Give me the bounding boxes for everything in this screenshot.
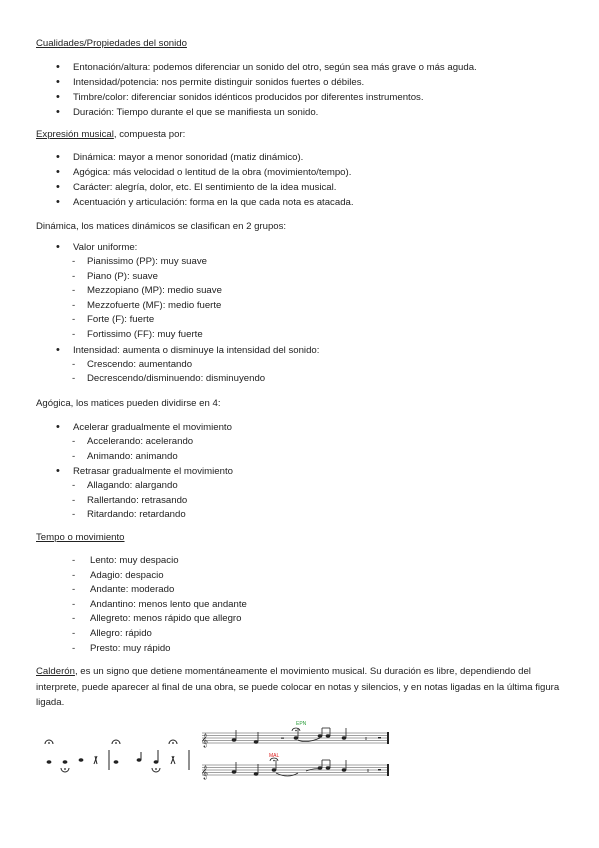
calderon-term: Calderón: [36, 666, 75, 677]
dash-marker: -: [72, 285, 76, 297]
clef-top: 𝄞: [201, 733, 209, 747]
sublist-item: - Ritardando: retardando: [56, 508, 233, 523]
list-item: • Timbre/color: diferenciar sonidos idénticos producidos por diferentes instrumentos.: [56, 90, 477, 105]
list-tempo: [72, 554, 247, 656]
list-item: - Allegro: rápido: [72, 627, 247, 642]
list-item: • Entonación/altura: podemos diferenciar un sonido del otro, según sea más grave o más aguda.: [56, 60, 477, 75]
sublist: [56, 479, 233, 523]
dash-marker: -: [72, 436, 76, 447]
sublist-item: - Rallertando: retrasando: [56, 494, 233, 509]
list-item-group: [56, 420, 233, 464]
dash-marker: -: [72, 373, 76, 385]
sublist-item: - Animando: animando: [56, 450, 233, 465]
dash-marker: -: [72, 569, 76, 581]
dash-marker: -: [72, 584, 76, 596]
list-sonido: [56, 60, 477, 120]
sublist-item: - Accelerando: acelerando: [56, 435, 233, 450]
list-item: - Allegreto: menos rápido que allegro: [72, 612, 247, 627]
list-item-group: [56, 343, 319, 387]
list-item-group: [56, 240, 319, 343]
dash-marker: -: [72, 509, 76, 521]
dash-marker: -: [72, 450, 76, 462]
list-item: • Intensidad/potencia: nos permite distinguir sonidos fuertes o débiles.: [56, 75, 477, 90]
sublist-item: - Fortissimo (FF): muy fuerte: [56, 328, 319, 343]
dash-marker: -: [72, 328, 76, 340]
list-item: - Lento: muy despacio: [72, 554, 247, 569]
group-label: Retrasar gradualmente el movimiento: [73, 466, 233, 478]
group-label: Intensidad: aumenta o disminuye la intensidad del sonido:: [73, 344, 320, 356]
dash-marker: -: [72, 613, 76, 625]
clef-bottom: 𝄞: [201, 765, 209, 779]
section-title-expresion: [36, 129, 185, 140]
sublist-item: - Decrescendo/disminuendo: disminuyendo: [56, 372, 319, 387]
sublist-item: - Crescendo: aumentando: [56, 358, 319, 373]
label-green: EPN: [296, 721, 307, 727]
sublist: [56, 358, 319, 387]
staff-examples-image: [198, 718, 394, 780]
sublist-item: - Piano (P): suave: [56, 270, 319, 285]
dash-marker: -: [72, 314, 76, 326]
list-item-group: [56, 464, 233, 523]
fermata-examples-image: [38, 738, 198, 778]
label-red: MAL: [269, 753, 280, 759]
dash-marker: -: [72, 480, 76, 492]
list-item: • Dinámica: mayor a menor sonoridad (matiz dinámico).: [56, 150, 354, 165]
dash-marker: -: [72, 598, 76, 610]
list-item: • Duración: Tiempo durante el que se manifiesta un sonido.: [56, 105, 477, 120]
dash-marker: -: [72, 270, 76, 282]
sublist-item: - Mezzofuerte (MF): medio fuerte: [56, 299, 319, 314]
expresion-term: Expresión musical: [36, 129, 114, 140]
dash-marker: -: [72, 642, 76, 654]
expresion-rest: , compuesta por:: [113, 129, 186, 140]
group-label: Valor uniforme:: [73, 242, 138, 253]
sublist: [56, 435, 233, 464]
dash-marker: -: [72, 299, 76, 311]
list-expresion: [56, 150, 354, 210]
list-agogica: [56, 420, 233, 523]
section-title-agogica: Agógica, los matices pueden dividirse en 4:: [36, 398, 221, 409]
list-item: - Andantino: menos lento que andante: [72, 598, 247, 613]
calderon-text: , es un signo que detiene momentáneamente el movimiento musical. Su duración es libre, dependiendo del interprete, puede aparecer al final de una obra, se puede colocar en notas y silencios, y en notas ligadas en la última figura ligada.: [36, 666, 560, 708]
dash-marker: -: [72, 627, 76, 639]
list-item: • Carácter: alegría, dolor, etc. El sentimiento de la idea musical.: [56, 180, 354, 195]
dash-marker: -: [72, 494, 76, 506]
section-title-tempo: Tempo o movimiento: [36, 532, 125, 543]
dash-marker: -: [72, 555, 76, 566]
sublist: [56, 255, 319, 343]
section-title-dinamica: Dinámica, los matices dinámicos se clasifican en 2 grupos:: [36, 221, 287, 232]
section-title-sonido: Cualidades/Propiedades del sonido: [36, 38, 187, 49]
dash-marker: -: [72, 256, 76, 267]
group-label: Acelerar gradualmente el movimiento: [73, 422, 232, 433]
list-dinamica: [56, 240, 319, 387]
sublist-item: - Allagando: alargando: [56, 479, 233, 494]
list-item: - Adagio: despacio: [72, 569, 247, 584]
list-item: - Presto: muy rápido: [72, 642, 247, 657]
sublist-item: - Forte (F): fuerte: [56, 313, 319, 328]
list-item: - Andante: moderado: [72, 583, 247, 598]
list-item: • Acentuación y articulación: forma en la que cada nota es atacada.: [56, 195, 354, 210]
sublist-item: - Pianissimo (PP): muy suave: [56, 255, 319, 270]
calderon-paragraph: [36, 664, 564, 711]
dash-marker: -: [72, 358, 76, 370]
list-item: • Agógica: más velocidad o lentitud de la obra (movimiento/tempo).: [56, 165, 354, 180]
sublist-item: - Mezzopiano (MP): medio suave: [56, 284, 319, 299]
